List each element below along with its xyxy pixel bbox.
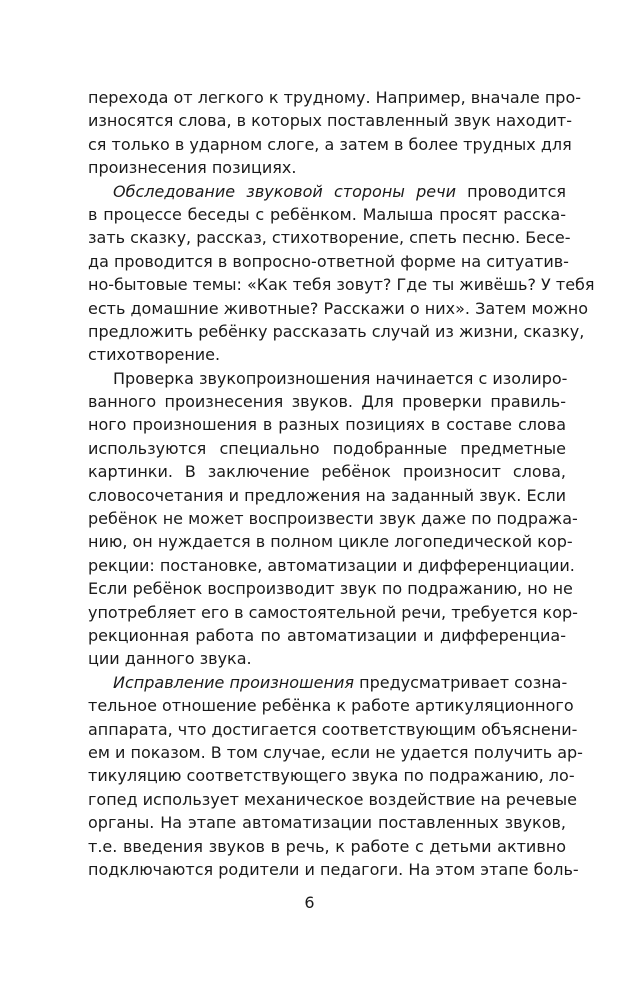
text-line: да проводится в вопросно-ответной форме на ситуатив- — [88, 251, 569, 271]
italic-term: Обследование звуковой стороны речи — [113, 181, 456, 201]
page-number: 6 — [304, 893, 315, 912]
text-line: есть домашние животные? Расскажи о них». Затем можно — [88, 298, 588, 318]
text-line: ребёнок не может воспроизвести звук даже по подража- — [88, 509, 578, 529]
paragraph-1 — [88, 86, 582, 180]
paragraph-3 — [88, 367, 578, 671]
text-line: ем и показом. В том случае, если не удается получить ар- — [88, 742, 583, 762]
text-line: в процессе беседы с ребёнком. Малыша просят расска- — [88, 204, 566, 224]
text-line: но-бытовые темы: «Как тебя зовут? Где ты живёшь? У тебя — [88, 275, 595, 295]
text-line: органы. На этапе автоматизации поставленных звуков, — [88, 813, 566, 833]
text-line: используются специально подобранные предметные — [88, 438, 566, 458]
text-line — [88, 671, 566, 694]
body-text — [88, 86, 595, 881]
text-run: предусматривает созна- — [354, 672, 568, 692]
text-line: тикуляцию соответствующего звука по подражанию, ло- — [88, 766, 575, 786]
text-line: произнесения позициях. — [88, 158, 297, 178]
text-line: износятся слова, в которых поставленный звук находит- — [88, 111, 572, 131]
text-line: ного произношения в разных позициях в составе слова — [88, 415, 566, 435]
text-line: употребляет его в самостоятельной речи, требуется кор- — [88, 602, 578, 622]
text-line: нию, он нуждается в полном цикле логопедической кор- — [88, 532, 573, 552]
paragraph-2 — [88, 180, 595, 367]
text-run: проводится — [455, 181, 566, 201]
text-line: аппарата, что достигается соответствующим объяснени- — [88, 719, 578, 739]
text-line: Если ребёнок воспроизводит звук по подражанию, но не — [88, 579, 573, 599]
text-line: подключаются родители и педагоги. На этом этапе боль- — [88, 859, 579, 879]
text-line: словосочетания и предложения на заданный звук. Если — [88, 485, 566, 505]
text-line: ции данного звука. — [88, 649, 252, 669]
text-line — [88, 180, 566, 203]
text-line: Проверка звукопроизношения начинается с изолиро- — [113, 368, 568, 388]
italic-term: Исправление произношения — [113, 672, 355, 692]
text-line: перехода от легкого к трудному. Например, вначале про- — [88, 88, 582, 107]
text-line: ся только в ударном слоге, а затем в более трудных для — [88, 134, 572, 154]
text-line: т.е. введения звуков в речь, к работе с детьми активно — [88, 836, 566, 856]
text-line: картинки. В заключение ребёнок произносит слова, — [88, 462, 566, 482]
text-line: зать сказку, рассказ, стихотворение, спеть песню. Бесе- — [88, 228, 571, 248]
text-line: ванного произнесения звуков. Для проверки правиль- — [88, 392, 566, 412]
paragraph-4 — [88, 671, 583, 882]
text-line: рекционная работа по автоматизации и дифференциа- — [88, 625, 566, 645]
text-line: рекции: постановке, автоматизации и дифференциации. — [88, 555, 575, 575]
text-line: гопед использует механическое воздействие на речевые — [88, 789, 577, 809]
text-line: тельное отношение ребёнка к работе артикуляционного — [88, 696, 574, 716]
text-line: предложить ребёнку рассказать случай из жизни, сказку, — [88, 321, 585, 341]
text-line: стихотворение. — [88, 345, 221, 365]
